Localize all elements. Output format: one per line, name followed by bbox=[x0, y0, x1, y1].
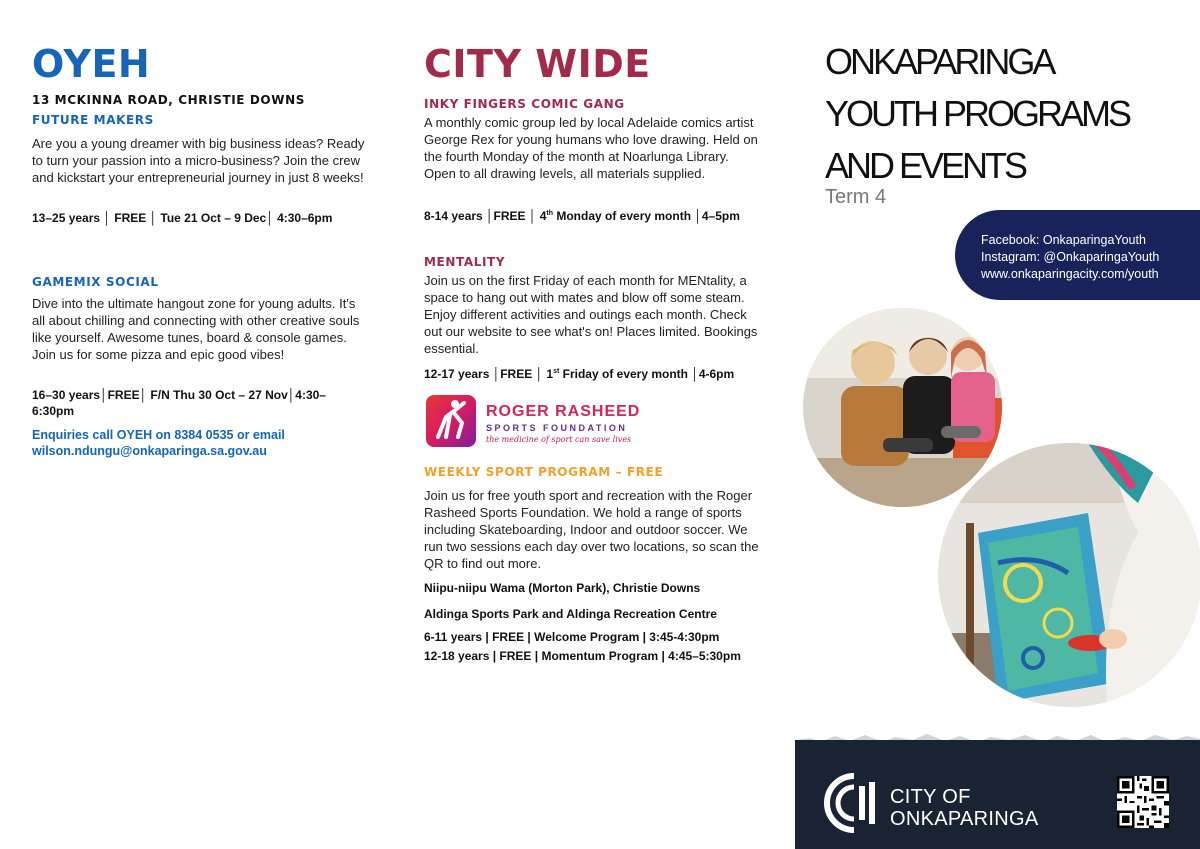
rr-tagline: the medicine of sport can save lives bbox=[486, 435, 632, 444]
cover-title-line1: ONKAPARINGA bbox=[825, 41, 1054, 82]
city-wide-title: CITY WIDE bbox=[424, 42, 651, 86]
future-makers-body: Are you a young dreamer with big business ideas? Ready to turn your passion into a micro-business? Join the crew and kickstart your entrepreneurial journey in just 8 weeks! bbox=[32, 136, 365, 185]
logo-line1: CITY OF bbox=[890, 786, 971, 808]
mentality-body: Join us on the first Friday of each month for MENtality, a space to hang out with mates and blow off some steam. Enjoy different activities and outings each month. Check out our website to see what's on! Places limited. Bookings essential. bbox=[424, 273, 758, 356]
future-makers-heading: FUTURE MAKERS bbox=[32, 113, 154, 127]
inky-body: A monthly comic group led by local Adelaide comics artist George Rex for young humans who love drawing. Held on the fourth Monday of the month at Noarlunga Library. Open to all drawing levels, all materials supplied. bbox=[424, 115, 758, 181]
cover-title-line3: AND EVENTS bbox=[825, 145, 1026, 186]
rr-sub: SPORTS FOUNDATION bbox=[486, 423, 628, 433]
logo-line2: ONKAPARINGA bbox=[890, 808, 1039, 830]
city-of-onkaparinga-logo-icon bbox=[823, 772, 885, 834]
sport-session-2: 12-18 years | FREE | Momentum Program | 4:45–5:30pm bbox=[424, 649, 741, 663]
sport-body: Join us for free youth sport and recreation with the Roger Rasheed Sports Foundation. We hold a range of sports including Skateboarding, Indoor and outdoor soccer. We run two sessions each day over two locations, so scan the QR to find out more. bbox=[424, 488, 759, 571]
term-label: Term 4 bbox=[825, 186, 887, 208]
roger-rasheed-emblem-icon bbox=[424, 393, 478, 449]
mentality-details: 12-17 years │FREE │ 1st Friday of every month │4-6pm bbox=[424, 367, 735, 381]
facebook-link[interactable]: Facebook: OnkaparingaYouth bbox=[981, 233, 1146, 247]
future-makers-details: 13–25 years │ FREE │ Tue 21 Oct – 9 Dec│ 4:30–6pm bbox=[32, 211, 333, 225]
gamemix-heading: GAMEMIX SOCIAL bbox=[32, 275, 159, 289]
cover-column bbox=[795, 0, 1200, 849]
rr-name: ROGER RASHEED bbox=[486, 403, 641, 420]
gamemix-body: Dive into the ultimate hangout zone for young adults. It's all about chilling and connecting with other creative souls like yourself. Awesome tunes, board & console games. Join us for some pizza and epic good vibes! bbox=[32, 296, 360, 362]
gamemix-details: 16–30 years│FREE│ F/N Thu 30 Oct – 27 Nov│4:30–6:30pm bbox=[32, 388, 326, 418]
qr-code-icon[interactable] bbox=[1117, 776, 1169, 828]
inky-details: 8-14 years │FREE │ 4th Monday of every month │4–5pm bbox=[424, 209, 740, 223]
oyeh-address: 13 MCKINNA ROAD, CHRISTIE DOWNS bbox=[32, 93, 305, 107]
instagram-link[interactable]: Instagram: @OnkaparingaYouth bbox=[981, 250, 1160, 264]
roger-rasheed-logo bbox=[424, 393, 654, 453]
city-of-onkaparinga-text bbox=[890, 786, 1039, 830]
cover-title bbox=[825, 36, 1129, 192]
website-link[interactable]: www.onkaparingacity.com/youth bbox=[981, 267, 1159, 281]
oyeh-title: OYEH bbox=[32, 42, 151, 86]
enquiries-email[interactable]: wilson.ndungu@onkaparinga.sa.gov.au bbox=[32, 444, 267, 458]
social-links-box bbox=[955, 210, 1200, 300]
sport-location-2: Aldinga Sports Park and Aldinga Recreation Centre bbox=[424, 607, 717, 621]
sport-session-1: 6-11 years | FREE | Welcome Program | 3:45-4:30pm bbox=[424, 630, 720, 644]
inky-heading: INKY FINGERS COMIC GANG bbox=[424, 97, 625, 111]
painting-photo bbox=[935, 440, 1200, 710]
enquiries-text bbox=[32, 427, 367, 459]
sport-location-1: Niipu-niipu Wama (Morton Park), Christie Downs bbox=[424, 581, 701, 595]
enquiries-line1: Enquiries call OYEH on 8384 0535 or email bbox=[32, 428, 285, 442]
sport-heading: WEEKLY SPORT PROGRAM – FREE bbox=[424, 465, 664, 479]
mentality-heading: MENTALITY bbox=[424, 255, 506, 269]
cover-title-line2: YOUTH PROGRAMS bbox=[825, 93, 1130, 134]
